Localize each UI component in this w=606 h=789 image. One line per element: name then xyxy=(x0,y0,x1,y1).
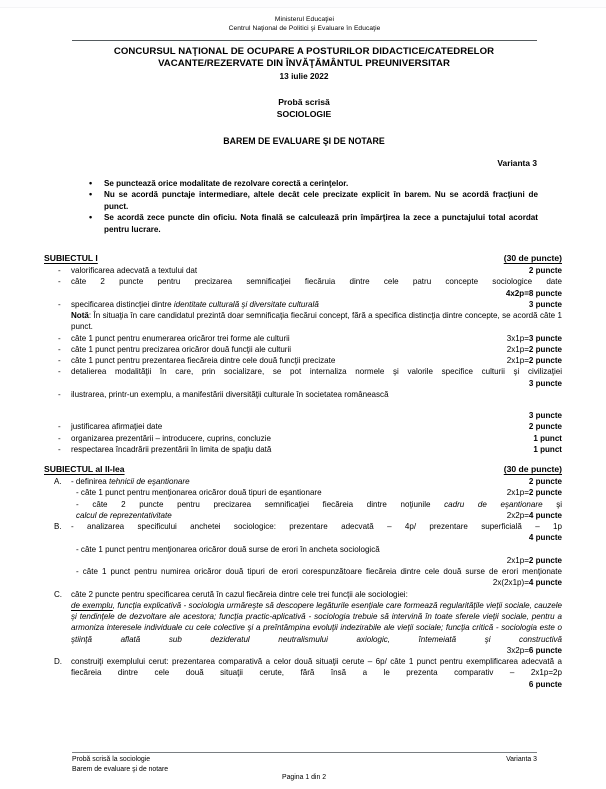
grading-note: • Se punctează orice modalitate de rezolvare corectă a cerinţelor. xyxy=(86,178,538,189)
item-text: respectarea încadrării prezentării în limita de spaţiu dată xyxy=(71,444,272,454)
ministry-line-1: Ministerul Educaţiei xyxy=(274,16,335,23)
section-spacer xyxy=(44,455,562,464)
item-points: 3 puncte xyxy=(528,299,562,309)
rubric-example xyxy=(44,600,562,656)
header-divider xyxy=(72,40,537,41)
item-points: 3 puncte xyxy=(528,378,562,388)
ministry-header xyxy=(72,15,537,33)
item-points: 3 puncte xyxy=(528,411,562,420)
page-title xyxy=(54,46,554,82)
item-points: 4 puncte xyxy=(528,578,562,588)
section-heading-subiectul-2 xyxy=(44,464,562,476)
item-text-prefix: - câte 2 puncte pentru precizarea semnificaţiei fiecăreia dintre noţiunile xyxy=(76,499,445,509)
rubric-item-d xyxy=(44,656,562,690)
item-dash: - xyxy=(58,266,61,275)
item-text: construiţi exemplului cerut: prezentarea comparativă a celor două situaţii cerute – 6p/ câte 1 punct pentru exemplificarea adecvată a fiecăreia dintre cele două situaţii cerute, fără însă a le prezenta comparativ – 2x1p=2p xyxy=(71,657,562,678)
item-points: 2 puncte xyxy=(528,344,562,354)
item-dash: - xyxy=(58,444,61,454)
note-text: : În situaţia în care candidatul prezintă doar semnificaţia fiecărui concept, fără a specifica distincţia dintre concepte, se acordă câte 1 punct. xyxy=(71,311,562,332)
item-points-factor: 3x1p= xyxy=(506,333,529,343)
item-dash: - xyxy=(58,422,61,432)
section-1-title: SUBIECTUL I xyxy=(44,253,98,263)
rubric-item-c xyxy=(44,589,562,600)
item-points-factor: 3x2p= xyxy=(506,645,529,655)
rubric-item xyxy=(44,421,562,432)
item-dash: - xyxy=(58,277,61,287)
item-dash: - xyxy=(58,299,61,309)
item-label-b: B. xyxy=(54,522,62,531)
item-text: câte 2 puncte pentru precizarea semnificaţiei fiecăruia dintre cele patru concepte sociologice date xyxy=(71,277,562,287)
item-points: 2 puncte xyxy=(528,422,562,432)
item-points-factor: 2x(2x1p)= xyxy=(492,578,529,588)
footer-line-2: Barem de evaluare şi de notare xyxy=(72,765,169,773)
rubric-item-b xyxy=(44,521,562,544)
item-text: - câte 1 punct pentru menţionarea oricăror două tipuri de eşantionare xyxy=(76,488,322,498)
section-2-points: (30 de puncte) xyxy=(503,464,562,474)
title-line-1: CONCURSUL NAŢIONAL DE OCUPARE A POSTURILOR DIDACTICE/CATEDRELOR xyxy=(113,46,495,57)
rubric-subitem xyxy=(44,487,562,498)
item-text: câte 1 punct pentru prezentarea fiecăreia dintre cele două funcţii precizate xyxy=(71,356,336,365)
rubric-item xyxy=(44,276,562,299)
rubric-item xyxy=(44,366,562,389)
item-dash: - xyxy=(58,389,61,399)
footer-line-1: Probă scrisă la sociologie xyxy=(72,756,151,763)
grading-note: • Nu se acordă punctaje intermediare, altele decât cele precizate explicit în barem. Nu se acordă fracţiuni de punct. xyxy=(86,189,538,212)
exam-subject-block xyxy=(54,96,554,121)
page-number: Pagina 1 din 2 xyxy=(281,774,327,781)
item-dash: - xyxy=(58,333,61,343)
variant-label-top: Varianta 3 xyxy=(497,158,537,168)
item-text-italic: tehnicii de eşantionare xyxy=(109,477,190,486)
item-points-factor: 2x1p= xyxy=(506,356,529,365)
item-label-a: A. xyxy=(54,477,62,486)
item-points: 4 puncte xyxy=(528,533,562,543)
rubric-item xyxy=(44,333,562,344)
grading-notes-list xyxy=(86,178,538,235)
item-text-italic-1: cadru de eşantionare xyxy=(444,499,543,509)
rubric-item xyxy=(44,444,562,455)
rubric-item xyxy=(44,355,562,366)
item-points: 2 puncte xyxy=(528,488,562,498)
item-text-prefix: specificarea distincţiei dintre xyxy=(71,299,174,309)
item-text-mid: şi xyxy=(542,499,562,509)
rubric-item xyxy=(44,389,562,422)
section-2-title: SUBIECTUL al II-lea xyxy=(44,464,125,474)
footer-divider xyxy=(72,752,537,753)
rubric-subitem xyxy=(44,499,562,522)
item-text: câte 1 punct pentru enumerarea oricăror trei forme ale culturii xyxy=(71,333,290,343)
rubric-item xyxy=(44,433,562,444)
grading-note: • Se acordă zece puncte din oficiu. Nota finală se calculează prin împărţirea la zece a punctajului total acordat pentru lucrare. xyxy=(86,212,538,235)
item-text-italic: identitate culturală şi diversitate culturală xyxy=(173,299,319,309)
item-points: 2 puncte xyxy=(528,477,562,486)
rubric-body xyxy=(44,253,562,690)
item-points: 2 puncte xyxy=(528,356,562,365)
item-points: 1 punct xyxy=(533,433,562,443)
page-top-edge xyxy=(0,0,606,8)
barem-title: BAREM DE EVALUARE ŞI DE NOTARE xyxy=(223,136,385,146)
item-text: - câte 1 punct pentru menţionarea oricăror două surse de erori în ancheta sociologică xyxy=(76,544,380,554)
item-dash: - xyxy=(58,356,61,365)
item-points: 4 puncte xyxy=(528,510,562,520)
item-points: 2 puncte xyxy=(528,266,562,275)
item-label-d: D. xyxy=(54,657,63,666)
item-text: câte 2 puncte pentru specificarea cerută în cazul fiecăreia dintre cele trei funcţii ale sociologiei: xyxy=(71,589,408,599)
rubric-item-a xyxy=(44,476,562,487)
example-text: , funcţia explicativă - sociologia urmăreşte să descopere legăturile esenţiale care formează regularităţile vieţii sociale, cauzele şi tendinţele de dezvoltare ale acestora; funcţia practic-aplicativă - sociologia trebuie să intervină în toate sferele vieţii sociale, pentru a armoniza interesele individuale cu cele colective şi a preîntâmpina evoluţii indezirabile ale vieţii sociale; funcţia critică - sociologia este o ştiinţă aflată sub dezideratul neutralismului axiologic, întemeiată şi constructivă xyxy=(71,600,562,644)
item-points: 1 punct xyxy=(533,444,562,454)
item-points: 2 puncte xyxy=(528,555,562,565)
example-label: de exemplu xyxy=(71,600,113,610)
item-points: 6 puncte xyxy=(528,645,562,655)
item-points-factor: 2x1p= xyxy=(506,344,529,354)
proba-label: Probă scrisă xyxy=(278,97,330,107)
item-text: - analizarea specificului anchetei sociologice: prezentare adecvată – 4p/ prezentare superficială – 1p xyxy=(71,522,562,531)
section-1-points: (30 de puncte) xyxy=(503,253,562,263)
rubric-item xyxy=(44,344,562,355)
rubric-subitem xyxy=(44,544,562,567)
page-footer xyxy=(72,755,537,774)
section-heading-subiectul-1 xyxy=(44,253,562,265)
item-points-factor: 2x1p= xyxy=(506,555,529,565)
item-text: câte 1 punct pentru precizarea oricăror două funcţii ale culturii xyxy=(71,344,292,354)
item-text: ilustrarea, printr-un exemplu, a manifestării diversităţii culturale în societatea românească xyxy=(71,389,389,399)
title-line-2: VACANTE/REZERVATE DIN ÎNVĂŢĂMÂNTUL PREUNIVERSITAR xyxy=(158,58,450,70)
item-points: 3 puncte xyxy=(528,333,562,343)
item-points: 4x2p=8 puncte xyxy=(505,288,562,298)
item-points-factor: 2x2p= xyxy=(506,510,529,520)
exam-date: 13 iulie 2022 xyxy=(279,71,329,82)
item-dash: - xyxy=(58,344,61,354)
item-text: organizarea prezentării – introducere, cuprins, concluzie xyxy=(71,433,271,443)
item-text-prefix: - definirea xyxy=(71,477,110,486)
item-label-c: C. xyxy=(54,589,63,599)
rubric-item xyxy=(44,299,562,310)
item-points-factor: 2x1p= xyxy=(506,488,529,498)
rubric-item xyxy=(44,265,562,276)
rubric-subitem xyxy=(44,566,562,589)
item-text: detalierea modalităţii în care, prin socializare, se pot internaliza normele şi valorile specifice culturii şi civilizaţiei xyxy=(71,367,562,377)
footer-variant: Varianta 3 xyxy=(506,756,537,763)
item-dash: - xyxy=(58,367,61,377)
item-dash: - xyxy=(58,433,61,443)
item-text: justificarea afirmaţiei date xyxy=(71,422,163,432)
item-text: valorificarea adecvată a textului dat xyxy=(71,266,198,275)
item-points: 6 puncte xyxy=(528,679,562,689)
ministry-line-2: Centrul Naţional de Politici şi Evaluare în Educaţie xyxy=(228,25,381,33)
item-text-italic-2: calcul de reprezentativitate xyxy=(76,510,172,520)
rubric-note xyxy=(44,310,562,333)
subject-name: SOCIOLOGIE xyxy=(276,109,332,120)
note-label: Notă xyxy=(71,311,89,320)
item-text: - câte 1 punct pentru numirea oricăror două tipuri de erori corespunzătoare fiecăreia dintre cele două surse de erori menţionate xyxy=(76,567,562,576)
